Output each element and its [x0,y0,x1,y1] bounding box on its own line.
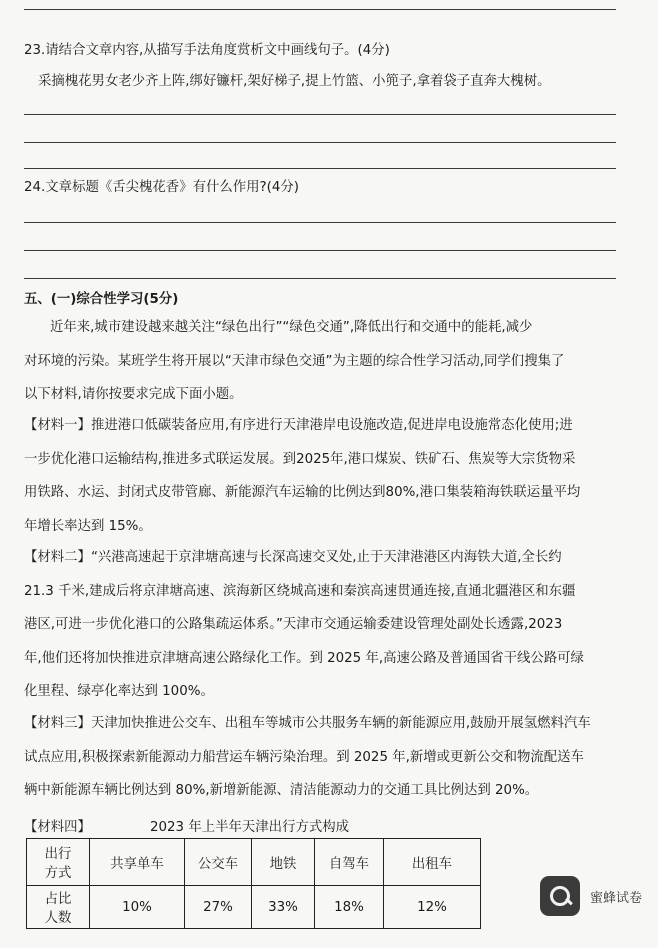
table-cell: 33% [252,886,315,929]
material-3-line: 【材料三】天津加快推进公交车、出租车等城市公共服务车辆的新能源应用,鼓励开展氢燃料汽车 [24,716,591,731]
material-2-line: 21.3 千米,建成后将京津塘高速、滨海新区绕城高速和秦滨高速贯通连接,直通北疆港区和东疆 [24,583,576,599]
intro-line: 对环境的污染。某班学生将开展以“天津市绿色交通”为主题的综合性学习活动,同学们搜集了 [24,353,565,369]
material-3 [24,714,624,815]
question-23-prompt: 23.请结合文章内容,从描写手法角度赏析文中画线句子。(4分) [24,43,390,58]
table-row [27,839,481,886]
material-1-line: 【材料一】推进港口低碳装备应用,有序进行天津港岸电设施改造,促进岸电设施常态化使用;进 [24,418,573,433]
intro-line: 近年来,城市建设越来越关注“绿色出行”“绿色交通”,降低出行和交通中的能耗,减少 [50,320,533,335]
material-2 [24,548,624,716]
watermark-text: 蜜蜂试卷 [590,891,643,906]
material-4-caption: 2023 年上半年天津出行方式构成 [150,820,350,835]
answer-line [24,250,616,251]
table-cell: 12% [384,886,481,929]
search-logo-icon [540,876,580,916]
material-1 [24,416,624,550]
table-header-cell: 占比 人数 [27,886,90,929]
material-1-line: 一步优化港口运输结构,推进多式联运发展。到2025年,港口煤炭、铁矿石、焦炭等大宗货物采 [24,451,576,467]
material-2-line: 港区,可进一步优化港口的公路集疏运体系。”天津市交通运输委建设管理处副处长透露,2023 [24,617,563,632]
table-cell: 地铁 [252,839,315,886]
table-cell: 共享单车 [90,839,185,886]
table-cell: 27% [185,886,252,929]
table-cell: 出租车 [384,839,481,886]
table-cell: 自驾车 [315,839,384,886]
material-2-line: 【材料二】“兴港高速起于京津塘高速与长深高速交叉处,止于天津港港区内海铁大道,全长约 [24,550,562,565]
material-3-line: 辆中新能源车辆比例达到 80%,新增新能源、清洁能源动力的交通工具比例达到 20%。 [24,783,539,798]
table-cell: 10% [90,886,185,929]
travel-mode-table [26,838,481,929]
answer-line [24,222,616,223]
intro-line: 以下材料,请你按要求完成下面小题。 [24,387,243,402]
material-4-label: 【材料四】 [24,820,91,835]
table-header-cell: 出行 方式 [27,839,90,886]
question-23-quote: 采摘槐花男女老少齐上阵,绑好镰杆,架好梯子,提上竹篮、小篼子,拿着袋子直奔大槐树。 [38,74,551,89]
table-cell: 18% [315,886,384,929]
section-title: 五、(一)综合性学习(5分) [24,292,179,307]
table-cell: 公交车 [185,839,252,886]
question-24-prompt: 24.文章标题《舌尖槐花香》有什么作用?(4分) [24,180,300,195]
answer-line [24,278,616,279]
material-2-line: 年,他们还将加快推进京津塘高速公路绿化工作。到 2025 年,高速公路及普通国省干线公路可绿 [24,650,584,666]
answer-line [24,114,616,115]
table-row [27,886,481,929]
intro-paragraph [24,318,624,419]
material-3-line: 试点应用,积极探索新能源动力船营运车辆污染治理。到 2025 年,新增或更新公交和物流配送车 [24,749,584,765]
answer-line [24,142,616,143]
answer-line [24,168,616,169]
material-2-line: 化里程、绿亭化率达到 100%。 [24,684,214,699]
answer-line [24,9,616,10]
material-1-line: 用铁路、水运、封闭式皮带管廊、新能源汽车运输的比例达到80%,港口集装箱海铁联运量平均 [24,485,581,500]
material-1-line: 年增长率达到 15%。 [24,518,152,534]
